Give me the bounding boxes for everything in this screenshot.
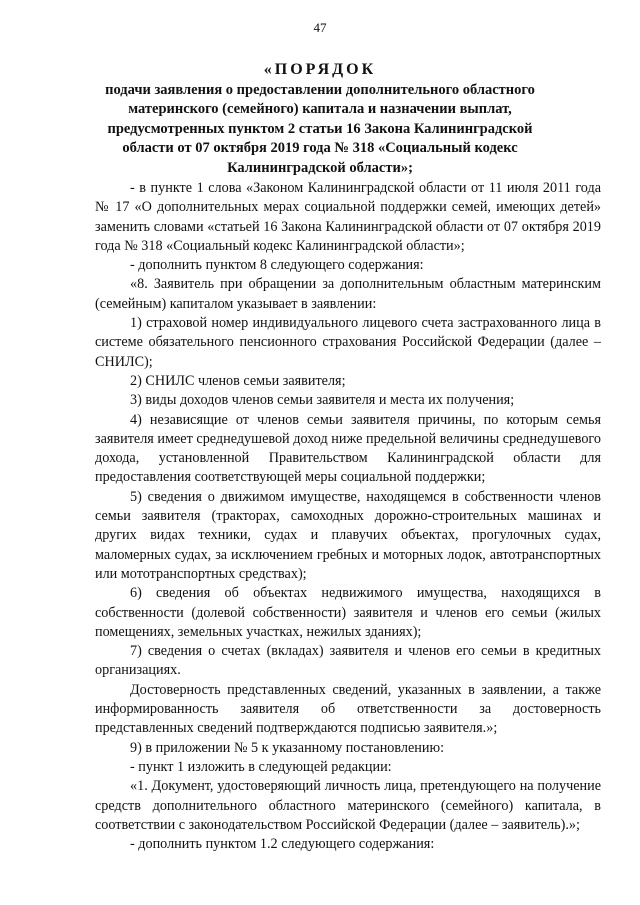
list-item-movable-property: 5) сведения о движимом имуществе, находящемся в собственности членов семьи заявителя (тракторах, самоходных дорожно-строительных машинах и других видах техники, судах и плавучих объектах, прогулочных судах, маломерных судах, за исключением гребных и моторных лодок, автотранспортных или мототранспортных средствах); bbox=[95, 488, 601, 582]
list-item-bank-accounts: 7) сведения о счетах (вкладах) заявителя и членов его семьи в кредитных организациях. bbox=[95, 643, 601, 679]
list-item-snils: 1) страховой номер индивидуального лицевого счета застрахованного лица в системе обязательного пенсионного страхования Российской Федерации (далее – СНИЛС); bbox=[95, 315, 601, 370]
list-item-income-types: 3) виды доходов членов семьи заявителя и места их получения; bbox=[130, 392, 515, 409]
list-item-real-estate: 6) сведения об объектах недвижимого имущества, находящихся в собственности (долевой собственности) заявителя и членов его семьи (жилых помещениях, земельных участках, нежилых зданиях); bbox=[95, 585, 601, 640]
paragraph-point-1-edit: - пункт 1 изложить в следующей редакции: bbox=[130, 758, 392, 775]
paragraph-add-point-8: - дополнить пунктом 8 следующего содержания: bbox=[130, 257, 424, 274]
page-number: 47 bbox=[313, 20, 327, 35]
paragraph-appendix-5: 9) в приложении № 5 к указанному постановлению: bbox=[130, 739, 445, 756]
paragraph-amend-point-1: - в пункте 1 слова «Законом Калининградской области от 11 июля 2011 года № 17 «О дополнительных мерах социальной поддержки семей, имеющих детей» заменить словами «статьей 16 Закона Калининградской области от 07 октября 2019 года № 318 «Социальный кодекс Калининградской области»; bbox=[95, 180, 601, 254]
document-heading: «ПОРЯДОК bbox=[263, 61, 377, 78]
paragraph-identity-document: «1. Документ, удостоверяющий личность лица, претендующего на получение средств дополнительного областного материнского (семейного) капитала, в соответствии с законодательством Российской Федерации (далее – заявитель).»; bbox=[95, 778, 601, 833]
paragraph-point-8-intro: «8. Заявитель при обращении за дополнительным областным материнским (семейным) капиталом указывает в заявлении: bbox=[95, 276, 601, 312]
list-item-low-income-reasons: 4) независящие от членов семьи заявителя причины, по которым семья заявителя имеет среднедушевой доход ниже предельной величины среднедушевого дохода, установленной Правительством Калининградской области для предоставления соответствующей меры социальной поддержки; bbox=[95, 411, 601, 486]
paragraph-reliability: Достоверность представленных сведений, указанных в заявлении, а также информированность заявителя об ответственности за достоверность представленных сведений подтверждаются подписью заявителя.»; bbox=[95, 681, 601, 737]
document-subtitle: подачи заявления о предоставлении дополнительного областного материнского (семейного) капитала и назначении выплат, предусмотренных пунктом 2 статьи 16 Закона Калининградской области от 07 октября 2019 года № 318 «Социальный кодекс Калининградской области»; bbox=[105, 81, 535, 176]
document-title-block bbox=[90, 60, 550, 178]
list-item-family-snils: 2) СНИЛС членов семьи заявителя; bbox=[130, 372, 346, 389]
document-body bbox=[95, 179, 601, 854]
paragraph-add-point-1-2: - дополнить пунктом 1.2 следующего содержания: bbox=[130, 836, 435, 853]
